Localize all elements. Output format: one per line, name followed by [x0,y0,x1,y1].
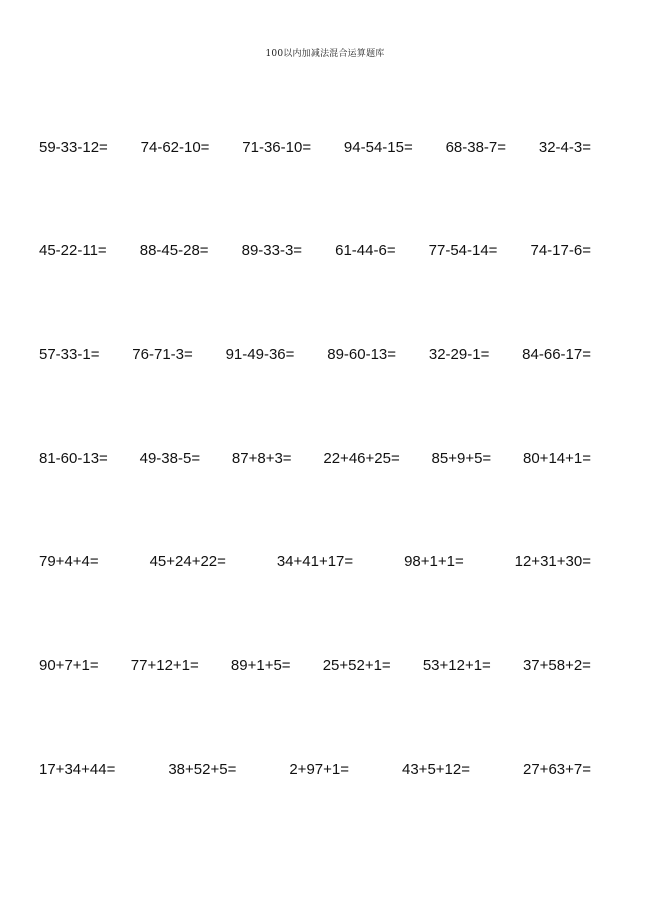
problem-row-5 [39,551,591,573]
problem: 76-71-3= [132,346,193,363]
problem: 68-38-7= [445,139,507,156]
problem: 88-45-28= [139,242,209,259]
problem: 89-33-3= [241,242,303,259]
problem: 79+4+4= [39,553,99,570]
problem: 77+12+1= [130,657,199,674]
problem: 57-33-1= [39,346,100,363]
problem: 12+31+30= [514,553,591,570]
problem: 87+8+3= [231,450,292,467]
problem: 49-38-5= [139,450,201,467]
problem: 22+46+25= [323,450,400,467]
problem: 17+34+44= [39,761,116,778]
problem-row-2 [39,240,591,262]
problem: 84-66-17= [522,346,591,363]
problem: 53+12+1= [422,657,491,674]
problem: 85+9+5= [431,450,492,467]
problem-row-7 [39,759,591,781]
problem: 80+14+1= [523,450,591,467]
problem: 45-22-11= [39,242,107,259]
problem: 81-60-13= [39,450,108,467]
problem: 98+1+1= [404,553,464,570]
problem: 71-36-10= [242,139,312,156]
problem: 89-60-13= [327,346,397,363]
problem: 91-49-36= [225,346,295,363]
problem-row-3 [39,344,591,366]
page-title: 100以内加减法混合运算题库 [265,49,385,59]
problem: 59-33-12= [39,139,108,156]
problem: 32-29-1= [428,346,490,363]
problem: 90+7+1= [39,657,99,674]
problem: 74-17-6= [530,242,591,259]
problem: 2+97+1= [289,761,349,778]
problem: 37+58+2= [522,657,591,674]
problem: 45+24+22= [149,553,226,570]
problem-row-1 [39,137,591,159]
problem: 94-54-15= [343,139,413,156]
problem: 43+5+12= [402,761,470,778]
problem-row-6 [39,655,591,677]
problem: 27+63+7= [523,761,591,778]
problem: 25+52+1= [322,657,391,674]
problem: 77-54-14= [428,242,498,259]
problem: 61-44-6= [335,242,396,259]
problem-row-4 [39,448,591,470]
problem: 34+41+17= [276,553,354,570]
problem: 89+1+5= [230,657,291,674]
problem: 32-4-3= [538,139,591,156]
problem: 74-62-10= [140,139,210,156]
problem: 38+52+5= [168,761,237,778]
